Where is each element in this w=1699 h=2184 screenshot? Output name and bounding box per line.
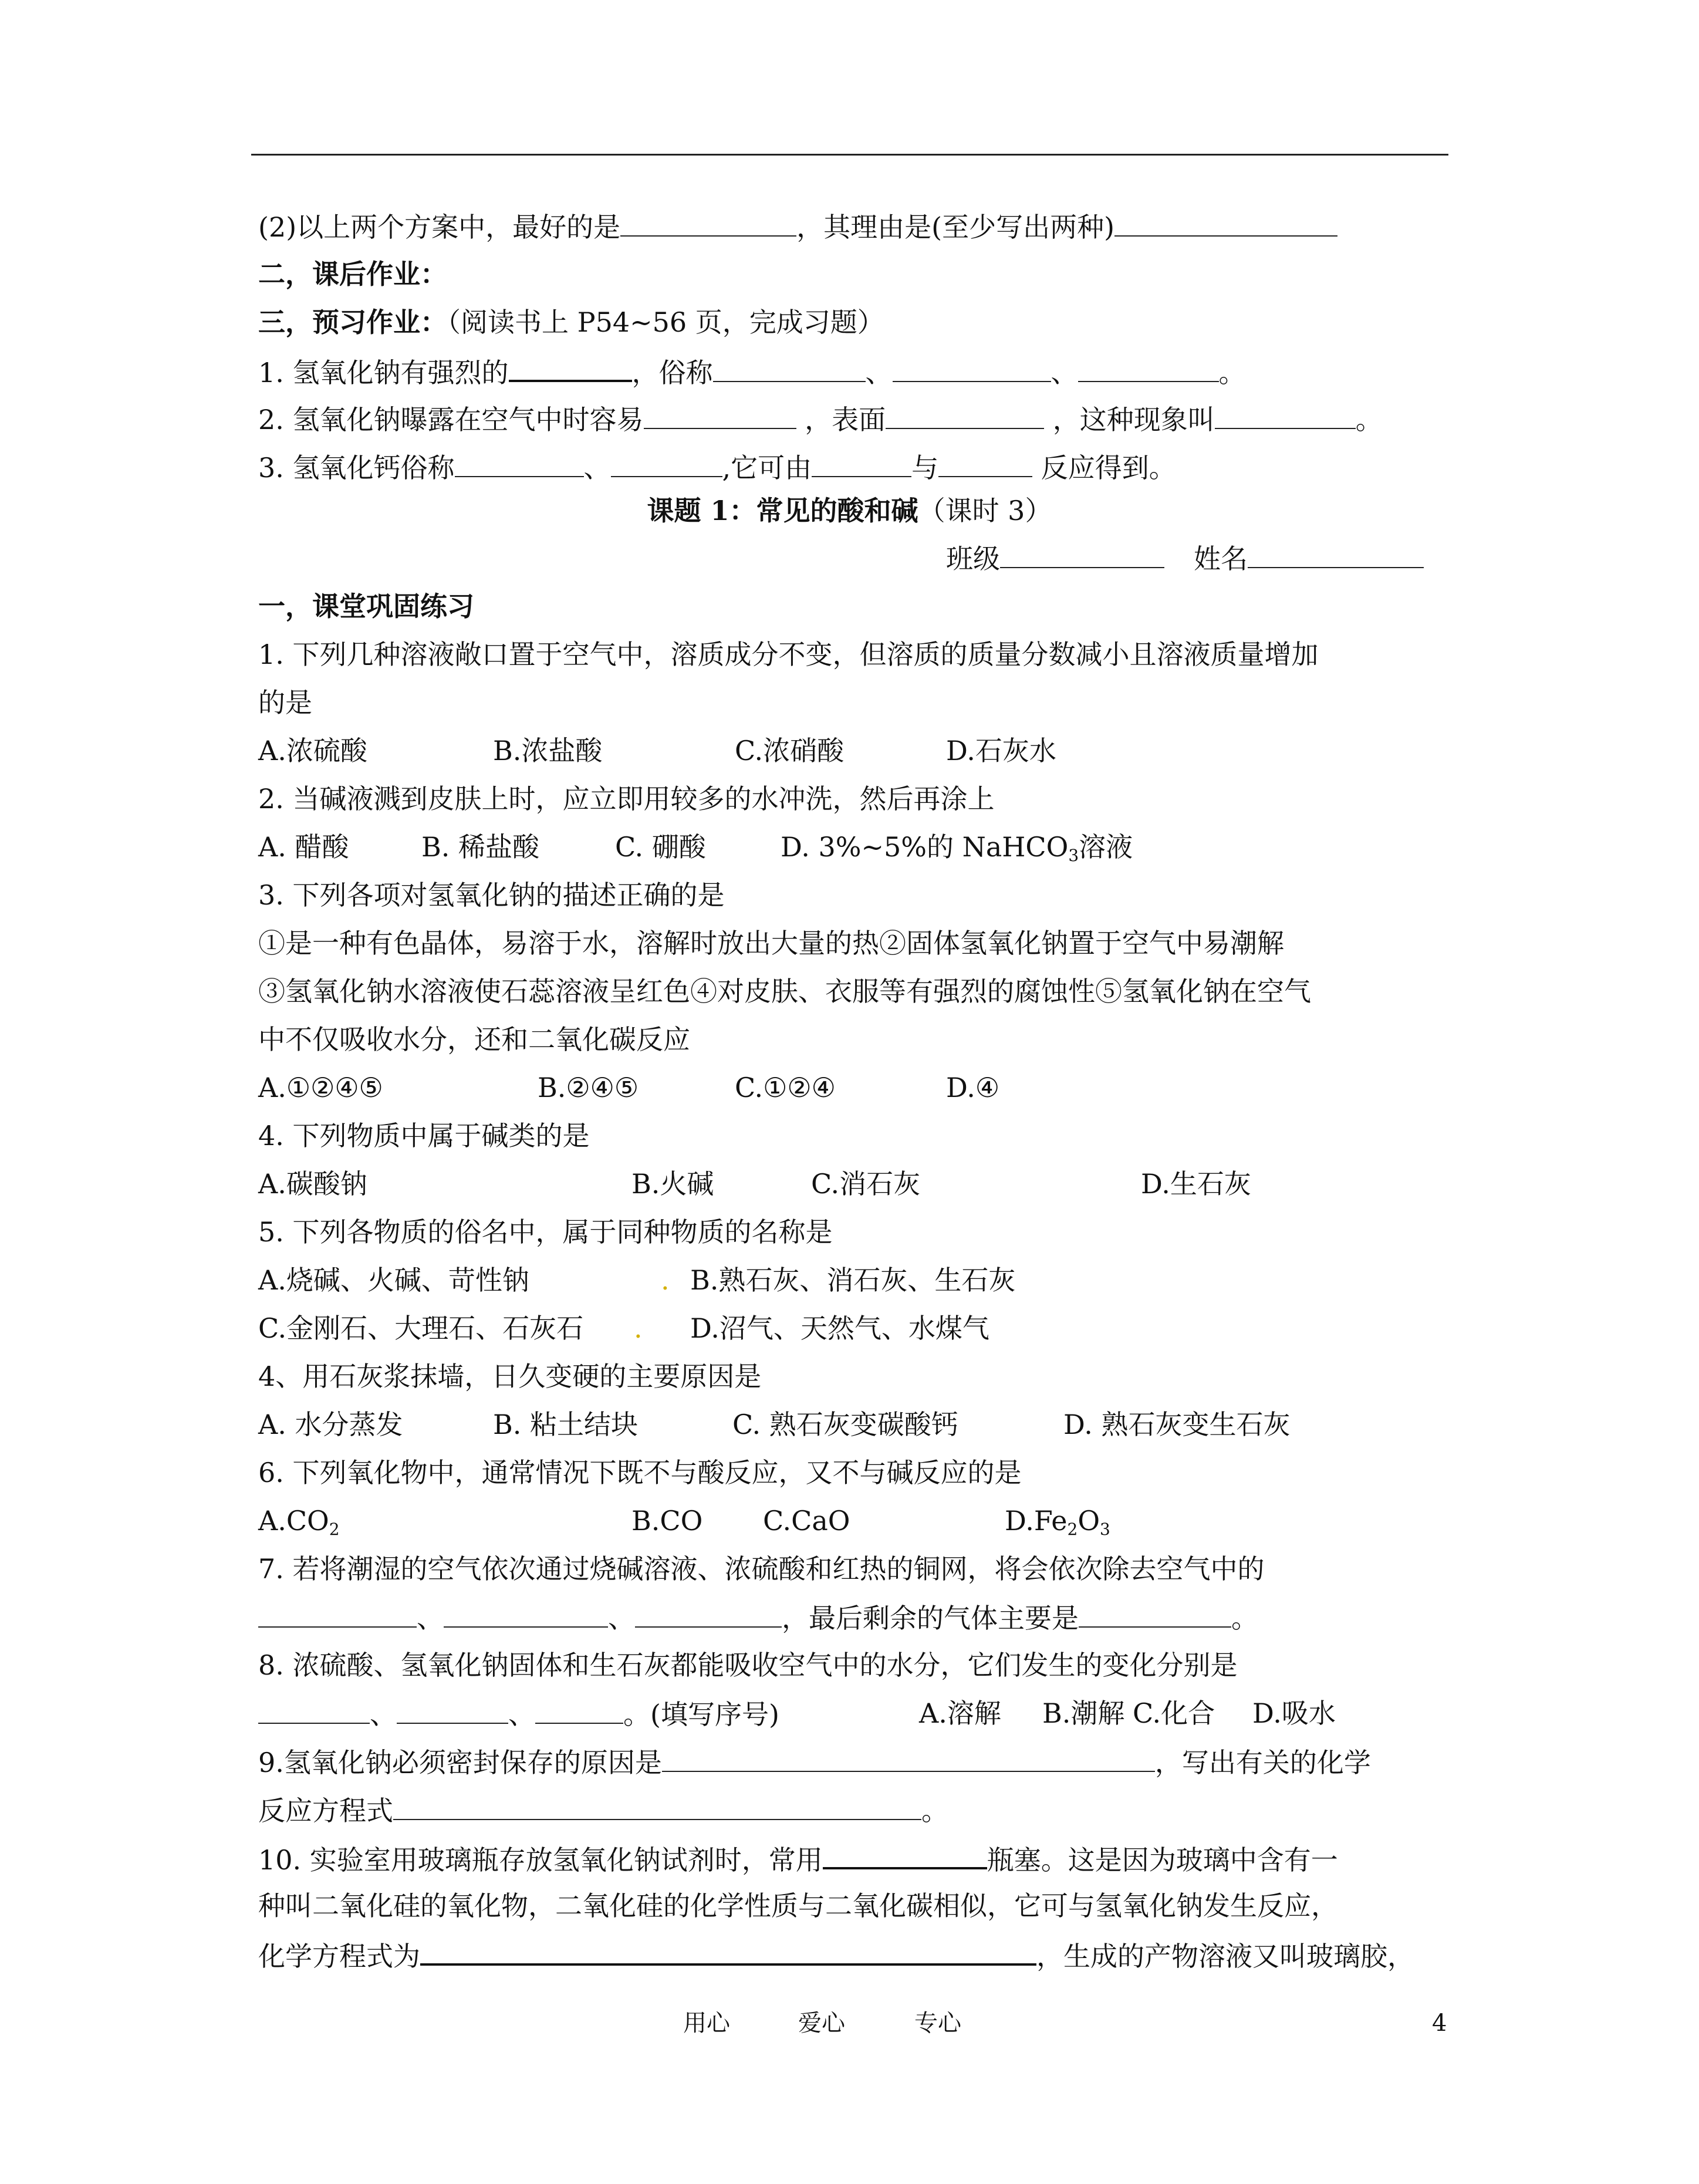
- preview-q3-text: 反应得到。: [1041, 452, 1176, 484]
- q1-stem-line1: 1. 下列几种溶液敞口置于空气中，溶质成分不变，但溶质的质量分数减小且溶液质量增加: [258, 639, 1319, 670]
- option-d[interactable]: D. 熟石灰变生石灰: [1063, 1409, 1291, 1440]
- answer-blank[interactable]: [620, 208, 796, 237]
- separator: 、: [583, 452, 611, 484]
- option-c[interactable]: C.CaO: [763, 1505, 850, 1537]
- stray-dot: .: [661, 1264, 670, 1296]
- option-d-text: D.Fe: [1005, 1505, 1068, 1537]
- q9-line1: [258, 1744, 1371, 1780]
- preview-q2-text: 2. 氢氧化钠曝露在空气中时容易: [258, 404, 644, 436]
- period: 。: [1218, 357, 1246, 389]
- class-label: 班级: [946, 543, 1000, 575]
- option-c[interactable]: C.化合: [1133, 1697, 1215, 1729]
- option-b[interactable]: B. 稀盐酸: [421, 831, 540, 863]
- q1-stem-line2: 的是: [258, 687, 312, 718]
- q10-line1: [258, 1840, 1338, 1878]
- answer-blank[interactable]: [886, 401, 1044, 429]
- preview-heading-line: [258, 305, 884, 340]
- answer-blank[interactable]: [258, 1599, 417, 1628]
- q7-tail-text: ，最后剩余的气体主要是: [782, 1602, 1079, 1634]
- page-number: 4: [1432, 2010, 1447, 2037]
- period: 。: [921, 1795, 948, 1827]
- answer-blank[interactable]: [938, 449, 1032, 477]
- answer-blank[interactable]: [1114, 208, 1337, 237]
- class-name-line: [946, 540, 1424, 576]
- option-b[interactable]: B.浓盐酸: [493, 735, 603, 767]
- q4-options: [258, 1166, 1432, 1201]
- q10-line2: 种叫二氧化硅的氧化物，二氧化硅的化学性质与二氧化碳相似，它可与氢氧化钠发生反应，: [258, 1890, 1338, 1922]
- option-a[interactable]: A. 醋酸: [258, 831, 349, 863]
- answer-blank[interactable]: [893, 354, 1051, 382]
- section-classroom-heading: 一，课堂巩固练习: [258, 590, 474, 622]
- q6-stem: 6. 下列氧化物中，通常情况下既不与酸反应，又不与碱反应的是: [258, 1457, 1022, 1488]
- answer-blank[interactable]: [393, 1792, 921, 1820]
- q3-statements-line3: 中不仅吸收水分，还和二氧化碳反应: [258, 1024, 690, 1055]
- section-preview-heading: 三，预习作业：: [258, 306, 447, 338]
- separator: 、: [865, 357, 893, 389]
- q8-answer-line: [258, 1696, 1455, 1731]
- name-field[interactable]: [1248, 540, 1424, 568]
- option-b[interactable]: B.CO: [631, 1505, 703, 1537]
- option-d-text: O: [1078, 1505, 1100, 1537]
- option-c[interactable]: C.浓硝酸: [735, 735, 845, 767]
- option-d[interactable]: D.石灰水: [946, 735, 1056, 767]
- separator: 、: [370, 1699, 397, 1730]
- option-d[interactable]: D.沼气、天然气、水煤气: [690, 1312, 989, 1344]
- answer-blank[interactable]: [397, 1696, 508, 1724]
- q3-statements-line2: ③氢氧化钠水溶液使石蕊溶液呈红色④对皮肤、衣服等有强烈的腐蚀性⑤氢氧化钠在空气: [258, 975, 1311, 1007]
- option-b[interactable]: B. 粘土结块: [493, 1409, 639, 1440]
- period: 。: [1355, 404, 1383, 436]
- answer-blank[interactable]: [1078, 354, 1219, 382]
- q3-stem: 3. 下列各项对氢氧化钠的描述正确的是: [258, 879, 725, 911]
- header-rule: [251, 154, 1448, 156]
- q10-text: ，生成的产物溶液又叫玻璃胶，: [1036, 1940, 1414, 1972]
- option-a[interactable]: A.碳酸钠: [258, 1168, 367, 1200]
- separator: 、: [1051, 357, 1078, 389]
- q4b-options: [258, 1407, 1432, 1442]
- separator: 、: [417, 1602, 444, 1634]
- lesson-title: 课题 1：常见的酸和碱: [647, 495, 918, 526]
- answer-blank[interactable]: [812, 449, 911, 477]
- q9-text: 9.氢氧化钠必须密封保存的原因是: [258, 1747, 662, 1778]
- separator: 、: [608, 1602, 635, 1634]
- footer-word: 专心: [914, 2010, 961, 2037]
- answer-blank[interactable]: [444, 1599, 608, 1628]
- option-a[interactable]: A.浓硫酸: [258, 735, 367, 767]
- preview-q2-text: ，这种现象叫: [1052, 404, 1215, 436]
- q10-line3: [258, 1936, 1414, 1974]
- option-c[interactable]: C.消石灰: [811, 1168, 921, 1200]
- subscript: 2: [329, 1520, 340, 1539]
- option-c[interactable]: C.①②④: [735, 1072, 836, 1103]
- answer-blank[interactable]: [258, 1696, 370, 1724]
- period: 。: [1231, 1602, 1258, 1634]
- option-d[interactable]: [781, 829, 1133, 865]
- option-a-text: A.CO: [258, 1505, 329, 1537]
- q9-line2: [258, 1792, 948, 1828]
- q9-text: 反应方程式: [258, 1795, 393, 1827]
- option-c[interactable]: C. 熟石灰变碳酸钙: [732, 1409, 958, 1440]
- option-a[interactable]: A. 水分蒸发: [258, 1409, 403, 1440]
- preview-q3-text: 与: [911, 452, 939, 484]
- preview-q1-text: 1. 氢氧化钠有强烈的: [258, 357, 509, 389]
- answer-blank[interactable]: [611, 449, 722, 477]
- option-b[interactable]: B.火碱: [631, 1168, 714, 1200]
- preview-note: （阅读书上 P54~56 页，完成习题）: [447, 306, 884, 338]
- q5-options-row2: [258, 1311, 1432, 1346]
- q6-options: [258, 1503, 1432, 1538]
- section-homework-heading: 二，课后作业：: [258, 258, 447, 290]
- lesson-title-line: [0, 493, 1699, 528]
- q10-text: 化学方程式为: [258, 1940, 420, 1972]
- reason-question-text: ，其理由是(至少写出两种): [796, 211, 1115, 243]
- option-d-text: 溶液: [1079, 831, 1133, 863]
- q5-stem: 5. 下列各物质的俗名中，属于同种物质的名称是: [258, 1216, 833, 1248]
- answer-blank[interactable]: [635, 1599, 782, 1628]
- answer-blank[interactable]: [1079, 1599, 1231, 1628]
- subscript: 3: [1100, 1520, 1110, 1539]
- footer-word: 用心: [683, 2010, 730, 2037]
- preview-q2: [258, 401, 1383, 437]
- separator: 、: [508, 1699, 535, 1730]
- option-d[interactable]: D.吸水: [1252, 1697, 1336, 1729]
- preview-q1-text: ，俗称: [631, 357, 713, 389]
- stray-dot: .: [634, 1312, 643, 1344]
- q5-options-row1: [258, 1263, 1432, 1298]
- preview-q1: [258, 353, 1246, 390]
- plan-question-text: (2)以上两个方案中，最好的是: [258, 211, 621, 243]
- option-a[interactable]: A.烧碱、火碱、苛性钠: [258, 1264, 529, 1296]
- preview-q3-text: 3. 氢氧化钙俗称: [258, 452, 455, 484]
- q3-options: [258, 1070, 1432, 1105]
- plan-question-line: [258, 208, 1337, 245]
- answer-blank[interactable]: [420, 1936, 1036, 1966]
- q4-stem: 4. 下列物质中属于碱类的是: [258, 1120, 590, 1152]
- lesson-subtitle: （课时 3）: [918, 495, 1052, 526]
- q2-options: [258, 829, 1432, 865]
- option-b[interactable]: B.熟石灰、消石灰、生石灰: [690, 1264, 1016, 1296]
- answer-blank[interactable]: [662, 1744, 1155, 1772]
- option-a[interactable]: A.溶解: [919, 1697, 1001, 1729]
- footer-word: 爱心: [798, 2010, 845, 2037]
- option-b[interactable]: B.潮解: [1042, 1697, 1125, 1729]
- option-a[interactable]: A.①②④⑤: [258, 1072, 383, 1103]
- q8-stem: 8. 浓硫酸、氢氧化钠固体和生石灰都能吸收空气中的水分，它们发生的变化分别是: [258, 1649, 1238, 1681]
- option-b[interactable]: B.②④⑤: [538, 1072, 639, 1103]
- subscript: 3: [1068, 846, 1079, 865]
- q8-tail-text: 。(填写序号): [623, 1699, 779, 1730]
- answer-blank[interactable]: [535, 1696, 623, 1724]
- q10-text: 10. 实验室用玻璃瓶存放氢氧化钠试剂时，常用: [258, 1844, 823, 1876]
- option-c[interactable]: C. 硼酸: [615, 831, 706, 863]
- option-a[interactable]: [258, 1503, 340, 1538]
- q1-options: [258, 733, 1432, 768]
- option-d[interactable]: D.④: [946, 1072, 1000, 1103]
- q7-stem: 7. 若将潮湿的空气依次通过烧碱溶液、浓硫酸和红热的铜网，将会依次除去空气中的: [258, 1553, 1265, 1585]
- q10-text: 瓶塞。这是因为玻璃中含有一: [987, 1844, 1338, 1876]
- preview-q3-text: ,它可由: [722, 452, 812, 484]
- answer-blank[interactable]: [644, 401, 796, 429]
- preview-q3: [258, 449, 1176, 485]
- q7-answer-line: [258, 1599, 1258, 1636]
- option-d[interactable]: [1005, 1503, 1110, 1538]
- q9-text: ，写出有关的化学: [1154, 1747, 1371, 1778]
- q3-statements-line1: ①是一种有色晶体，易溶于水，溶解时放出大量的热②固体氢氧化钠置于空气中易潮解: [258, 927, 1284, 959]
- name-label: 姓名: [1194, 543, 1248, 575]
- option-c[interactable]: C.金刚石、大理石、石灰石: [258, 1312, 584, 1344]
- answer-blank[interactable]: [823, 1840, 987, 1869]
- answer-blank[interactable]: [713, 354, 866, 382]
- answer-blank[interactable]: [455, 449, 584, 477]
- q2-stem: 2. 当碱液溅到皮肤上时，应立即用较多的水冲洗，然后再涂上: [258, 783, 995, 815]
- q4b-stem: 4、用石灰浆抹墙，日久变硬的主要原因是: [258, 1361, 762, 1392]
- answer-blank[interactable]: [1215, 401, 1356, 429]
- preview-q2-text: ，表面: [805, 404, 886, 436]
- answer-blank[interactable]: [509, 353, 632, 382]
- class-field[interactable]: [1000, 540, 1164, 568]
- subscript: 2: [1067, 1520, 1078, 1539]
- option-d-text: D. 3%~5%的 NaHCO: [781, 831, 1069, 863]
- option-d[interactable]: D.生石灰: [1141, 1168, 1251, 1200]
